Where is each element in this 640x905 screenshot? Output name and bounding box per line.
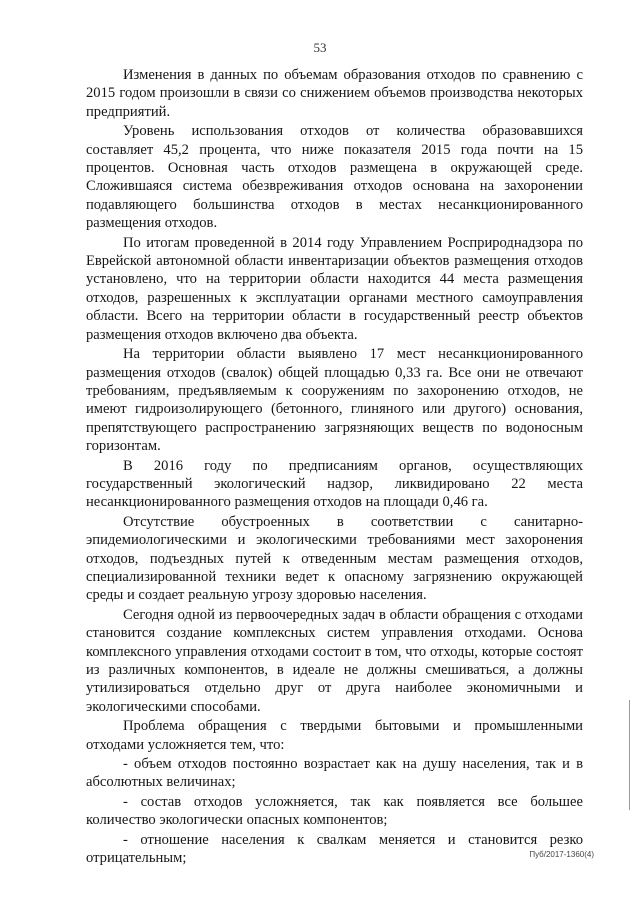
paragraph-unauthorized-dumps: На территории области выявлено 17 мест несанкционированного размещения отходов (свалок) общей площадью 0,33 га. Все они не отвечают требованиям, предъявляемым к сооружениям по захоронению отходов, не имеют гидроизолирующего (бетонного, глиняного или другого) основания, препятствующего распространению загрязняющих веществ по водоносным горизонтам. bbox=[86, 346, 583, 455]
page-number: 53 bbox=[313, 40, 327, 55]
list-item-composition: - состав отходов усложняется, так как появляется все большее количество экологически опасных компонентов; bbox=[86, 793, 583, 829]
scan-edge-line bbox=[629, 700, 630, 810]
document-body bbox=[86, 66, 583, 868]
paragraph-waste-volume-changes: Изменения в данных по объемам образования отходов по сравнению с 2015 годом произошли в связи со снижением объемов производства некоторых предприятий. bbox=[86, 67, 583, 120]
paragraph-waste-usage-level: Уровень использования отходов от количества образовавшихся составляет 45,2 процента, что ниже показателя 2015 года почти на 15 процентов. Основная часть отходов размещена в окружающей среде. Сложившаяся система обезвреживания отходов основана на захоронении подавляющего большинства отходов в местах несанкционированного размещения отходов. bbox=[86, 123, 583, 232]
paragraph-problem-intro: Проблема обращения с твердыми бытовыми и промышленными отходами усложняется тем, что: bbox=[86, 718, 583, 753]
paragraph-inventory-results: По итогам проведенной в 2014 году Управлением Росприроднадзора по Еврейской автономной области инвентаризации объектов размещения отходов установлено, что на территории области находится 44 места размещения отходов, разрешенных к эксплуатации органами местного самоуправления области. Всего на территории области в государственный реестр объектов размещения отходов включено два объекта. bbox=[86, 234, 583, 343]
list-item-public-attitude: - отношение населения к свалкам меняется и становится резко отрицательным; bbox=[86, 831, 583, 867]
list-item-volume-growth: - объем отходов постоянно возрастает как на душу населения, так и в абсолютных величинах; bbox=[86, 756, 583, 791]
paragraph-integrated-management: Сегодня одной из первоочередных задач в области обращения с отходами становится создание комплексных систем управления отходами. Основа комплексного управления отходами состоит в том, что отходы, которые состоят из различных компонентов, в идеале не должны смешиваться, а должны утилизироваться отдельно друг от друга наиболее экономичными и экологическими способами. bbox=[86, 606, 583, 715]
paragraph-2016-liquidation: В 2016 году по предписаниям органов, осуществляющих государственный экологический надзор, ликвидировано 22 места несанкционированного размещения отходов на площади 0,46 га. bbox=[86, 457, 583, 511]
document-code: Пуб/2017-1360(4) bbox=[529, 850, 594, 859]
paragraph-lack-of-facilities: Отсутствие обустроенных в соответствии с санитарно-эпидемиологическими и экологическими требованиями мест захоронения отходов, подъездных путей к отведенным местам размещения отходов, специализированной техники ведет к опасному загрязнению окружающей среды и создает реальную угрозу здоровью населения. bbox=[86, 513, 583, 604]
